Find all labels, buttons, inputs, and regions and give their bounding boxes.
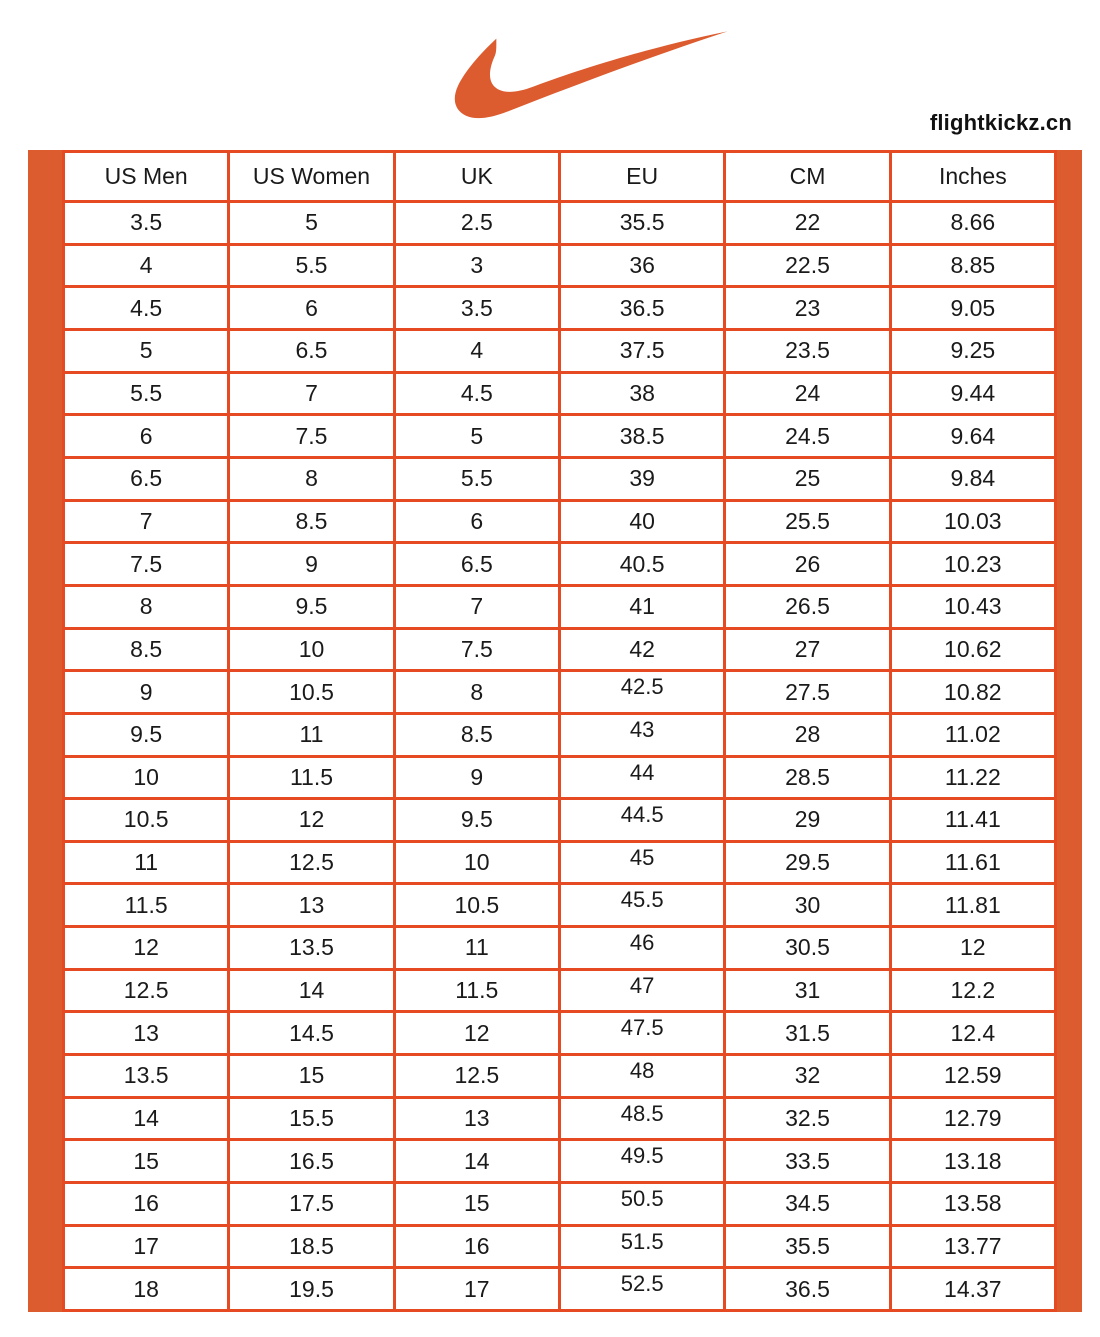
table-cell: 9.5 [396,800,558,840]
column-header-eu: EU [561,153,723,200]
table-cell: 13.5 [65,1056,227,1096]
column-header-inches: Inches [892,153,1054,200]
table-cell: 12 [65,928,227,968]
table-cell: 15.5 [230,1099,392,1139]
table-cell: 8.5 [396,715,558,755]
table-cell: 27.5 [726,672,888,712]
table-cell: 13 [396,1099,558,1139]
table-cell: 10.62 [892,630,1054,670]
table-cell: 3 [396,246,558,286]
table-cell: 8.85 [892,246,1054,286]
table-cell: 17.5 [230,1184,392,1224]
table-cell: 7 [65,502,227,542]
table-cell: 9.64 [892,416,1054,456]
nike-swoosh-icon [449,30,729,120]
table-cell: 13.77 [892,1227,1054,1267]
table-cell: 41 [561,587,723,627]
table-cell: 11 [65,843,227,883]
table-cell: 8 [230,459,392,499]
table-cell: 5.5 [65,374,227,414]
table-cell: 11.5 [230,758,392,798]
table-cell: 17 [396,1269,558,1309]
table-cell: 49.5 [561,1141,723,1181]
table-cell: 26.5 [726,587,888,627]
table-cell: 6.5 [396,544,558,584]
table-cell: 10.5 [65,800,227,840]
table-cell: 11 [396,928,558,968]
table-cell: 14 [396,1141,558,1181]
column-header-us-men: US Men [65,153,227,200]
table-cell: 46 [561,928,723,968]
table-cell: 26 [726,544,888,584]
table-cell: 9 [65,672,227,712]
table-cell: 30.5 [726,928,888,968]
table-cell: 39 [561,459,723,499]
table-cell: 12 [396,1013,558,1053]
table-cell: 44 [561,758,723,798]
table-cell: 16 [396,1227,558,1267]
table-cell: 4.5 [396,374,558,414]
table-cell: 12 [230,800,392,840]
table-cell: 18.5 [230,1227,392,1267]
table-cell: 7 [230,374,392,414]
table-cell: 22.5 [726,246,888,286]
table-cell: 51.5 [561,1227,723,1267]
table-cell: 25.5 [726,502,888,542]
table-cell: 38 [561,374,723,414]
table-cell: 38.5 [561,416,723,456]
table-cell: 11.02 [892,715,1054,755]
table-cell: 11.5 [396,971,558,1011]
table-cell: 5 [396,416,558,456]
table-cell: 36.5 [561,288,723,328]
table-cell: 3.5 [65,203,227,243]
table-cell: 7.5 [396,630,558,670]
table-cell: 9 [396,758,558,798]
table-cell: 3.5 [396,288,558,328]
table-cell: 12.5 [230,843,392,883]
table-cell: 48 [561,1056,723,1096]
table-cell: 23.5 [726,331,888,371]
table-cell: 12.2 [892,971,1054,1011]
table-cell: 48.5 [561,1099,723,1139]
table-cell: 31.5 [726,1013,888,1053]
table-cell: 28 [726,715,888,755]
watermark-text: flightkickz.cn [929,110,1072,135]
table-cell: 10.43 [892,587,1054,627]
table-cell: 8.66 [892,203,1054,243]
table-cell: 45.5 [561,885,723,925]
table-cell: 5.5 [230,246,392,286]
table-cell: 10 [65,758,227,798]
table-cell: 10.5 [230,672,392,712]
table-cell: 36.5 [726,1269,888,1309]
table-cell: 32 [726,1056,888,1096]
table-cell: 31 [726,971,888,1011]
table-cell: 13.5 [230,928,392,968]
table-cell: 15 [230,1056,392,1096]
table-cell: 11.5 [65,885,227,925]
table-cell: 14.5 [230,1013,392,1053]
table-cell: 9.5 [65,715,227,755]
table-cell: 25 [726,459,888,499]
table-cell: 9.05 [892,288,1054,328]
table-cell: 5 [65,331,227,371]
table-cell: 11.22 [892,758,1054,798]
size-chart [28,150,1082,1312]
table-cell: 36 [561,246,723,286]
table-cell: 24.5 [726,416,888,456]
table-cell: 52.5 [561,1269,723,1309]
table-cell: 7.5 [65,544,227,584]
table-cell: 5.5 [396,459,558,499]
right-accent-bar [1057,150,1082,1312]
table-cell: 15 [65,1141,227,1181]
table-cell: 50.5 [561,1184,723,1224]
table-cell: 11 [230,715,392,755]
table-cell: 13 [65,1013,227,1053]
table-cell: 4.5 [65,288,227,328]
table-cell: 6 [230,288,392,328]
table-cell: 30 [726,885,888,925]
table-cell: 10 [396,843,558,883]
table-cell: 12.4 [892,1013,1054,1053]
table-cell: 16.5 [230,1141,392,1181]
table-cell: 12 [892,928,1054,968]
table-cell: 2.5 [396,203,558,243]
table-cell: 10.5 [396,885,558,925]
table-cell: 10.23 [892,544,1054,584]
table-cell: 29.5 [726,843,888,883]
table-cell: 40.5 [561,544,723,584]
table-cell: 5 [230,203,392,243]
table-cell: 8 [396,672,558,712]
table-cell: 24 [726,374,888,414]
table-cell: 13 [230,885,392,925]
table-cell: 32.5 [726,1099,888,1139]
column-header-us-women: US Women [230,153,392,200]
table-cell: 8.5 [65,630,227,670]
table-cell: 22 [726,203,888,243]
table-cell: 6 [396,502,558,542]
table-cell: 10.82 [892,672,1054,712]
table-cell: 9.84 [892,459,1054,499]
table-cell: 6.5 [230,331,392,371]
table-cell: 14.37 [892,1269,1054,1309]
table-cell: 23 [726,288,888,328]
table-cell: 11.61 [892,843,1054,883]
table-cell: 13.58 [892,1184,1054,1224]
table-cell: 35.5 [726,1227,888,1267]
table-cell: 11.81 [892,885,1054,925]
table-cell: 13.18 [892,1141,1054,1181]
table-cell: 12.59 [892,1056,1054,1096]
column-header-cm: CM [726,153,888,200]
table-cell: 35.5 [561,203,723,243]
table-cell: 9 [230,544,392,584]
table-cell: 27 [726,630,888,670]
table-cell: 8.5 [230,502,392,542]
table-cell: 10 [230,630,392,670]
table-cell: 33.5 [726,1141,888,1181]
table-cell: 47 [561,971,723,1011]
table-cell: 12.5 [65,971,227,1011]
table-cell: 28.5 [726,758,888,798]
left-accent-bar [28,150,62,1312]
table-cell: 17 [65,1227,227,1267]
table-cell: 9.5 [230,587,392,627]
table-cell: 8 [65,587,227,627]
table-cell: 4 [65,246,227,286]
table-cell: 45 [561,843,723,883]
table-cell: 14 [230,971,392,1011]
table-cell: 29 [726,800,888,840]
table-cell: 4 [396,331,558,371]
table-cell: 14 [65,1099,227,1139]
table-cell: 44.5 [561,800,723,840]
table-cell: 47.5 [561,1013,723,1053]
size-table [62,150,1057,1312]
table-cell: 15 [396,1184,558,1224]
table-cell: 40 [561,502,723,542]
table-cell: 7.5 [230,416,392,456]
nike-swoosh-logo [449,30,729,120]
table-cell: 7 [396,587,558,627]
table-cell: 18 [65,1269,227,1309]
column-header-uk: UK [396,153,558,200]
table-cell: 6 [65,416,227,456]
table-cell: 42.5 [561,672,723,712]
table-cell: 12.79 [892,1099,1054,1139]
table-cell: 43 [561,715,723,755]
table-cell: 12.5 [396,1056,558,1096]
table-cell: 37.5 [561,331,723,371]
table-cell: 42 [561,630,723,670]
table-cell: 6.5 [65,459,227,499]
table-cell: 9.44 [892,374,1054,414]
table-cell: 34.5 [726,1184,888,1224]
table-cell: 9.25 [892,331,1054,371]
table-cell: 19.5 [230,1269,392,1309]
table-cell: 10.03 [892,502,1054,542]
table-cell: 11.41 [892,800,1054,840]
table-cell: 16 [65,1184,227,1224]
